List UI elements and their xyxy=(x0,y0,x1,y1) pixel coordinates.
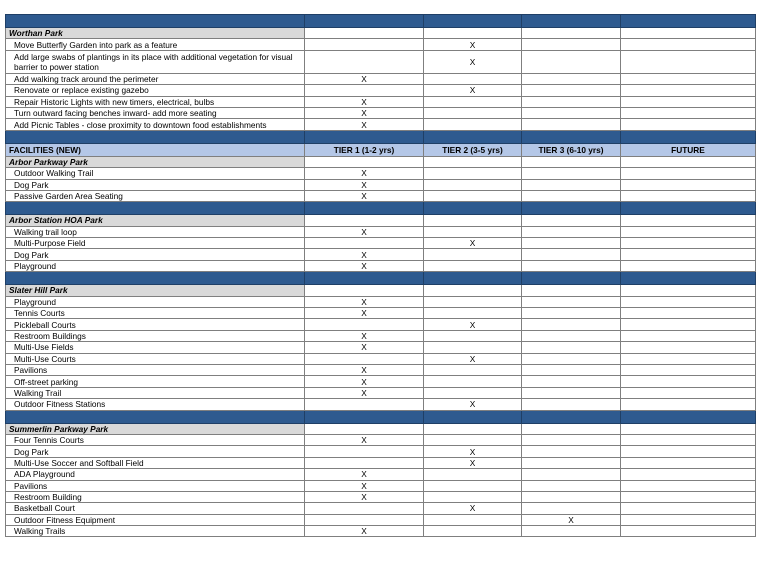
divider-cell xyxy=(6,15,305,28)
tier-column-header: TIER 2 (3-5 yrs) xyxy=(424,143,522,156)
park-heading-row xyxy=(6,28,756,39)
tier-mark xyxy=(522,238,621,249)
facility-label: Add large swabs of plantings in its place with additional vegetation for visual barrier to power station xyxy=(6,50,305,73)
tier-mark xyxy=(522,353,621,364)
tier-mark xyxy=(621,96,756,107)
tier-column-header: FUTURE xyxy=(621,143,756,156)
divider-cell xyxy=(621,410,756,423)
tier-mark xyxy=(522,503,621,514)
facility-row xyxy=(6,308,756,319)
tier-mark xyxy=(522,399,621,410)
facility-row xyxy=(6,238,756,249)
tier-mark xyxy=(621,434,756,445)
empty-cell xyxy=(522,156,621,167)
divider-cell xyxy=(6,202,305,215)
park-heading-row xyxy=(6,215,756,226)
tier-mark xyxy=(522,376,621,387)
facility-row xyxy=(6,399,756,410)
tier-mark xyxy=(522,319,621,330)
facility-label: Multi-Use Soccer and Softball Field xyxy=(6,457,305,468)
facility-row xyxy=(6,457,756,468)
facility-label: Dog Park xyxy=(6,179,305,190)
park-name: Arbor Parkway Park xyxy=(6,156,305,167)
tier-mark xyxy=(522,469,621,480)
divider-cell xyxy=(522,410,621,423)
tier-mark xyxy=(621,249,756,260)
tier-mark: X xyxy=(424,457,522,468)
tier-mark xyxy=(424,342,522,353)
tier-mark: X xyxy=(522,514,621,525)
tier-mark: X xyxy=(424,503,522,514)
tier-mark xyxy=(522,457,621,468)
tier-mark xyxy=(424,168,522,179)
tier-mark: X xyxy=(305,364,424,375)
tier-mark xyxy=(522,249,621,260)
facility-label: Multi-Use Courts xyxy=(6,353,305,364)
tier-mark: X xyxy=(305,73,424,84)
facility-row xyxy=(6,50,756,73)
tier-mark xyxy=(305,319,424,330)
tier-mark xyxy=(621,319,756,330)
empty-cell xyxy=(305,285,424,296)
section-divider-row xyxy=(6,410,756,423)
tier-mark xyxy=(424,514,522,525)
facility-row xyxy=(6,342,756,353)
divider-cell xyxy=(621,15,756,28)
tier-mark xyxy=(621,446,756,457)
tier-mark xyxy=(621,238,756,249)
tier-mark xyxy=(522,296,621,307)
tier-mark xyxy=(621,480,756,491)
section-divider-row xyxy=(6,130,756,143)
tier-mark xyxy=(424,330,522,341)
tier-mark xyxy=(522,364,621,375)
facility-row xyxy=(6,168,756,179)
facilities-header: FACILITIES (NEW) xyxy=(6,143,305,156)
tier-mark xyxy=(621,514,756,525)
tier-mark xyxy=(621,119,756,130)
tier-mark xyxy=(424,296,522,307)
park-name: Summerlin Parkway Park xyxy=(6,423,305,434)
facility-row xyxy=(6,260,756,271)
tier-mark xyxy=(305,85,424,96)
tier-column-header: TIER 1 (1-2 yrs) xyxy=(305,143,424,156)
facility-label: Playground xyxy=(6,260,305,271)
facility-label: Multi-Purpose Field xyxy=(6,238,305,249)
tier-mark xyxy=(522,50,621,73)
tier-mark: X xyxy=(305,179,424,190)
tier-mark xyxy=(424,107,522,118)
empty-cell xyxy=(621,156,756,167)
facility-label: Restroom Building xyxy=(6,491,305,502)
tier-mark: X xyxy=(305,190,424,201)
tier-mark xyxy=(522,179,621,190)
facility-row xyxy=(6,119,756,130)
facility-label: Passive Garden Area Seating xyxy=(6,190,305,201)
empty-cell xyxy=(621,215,756,226)
facility-row xyxy=(6,249,756,260)
tier-mark: X xyxy=(424,353,522,364)
tier-mark: X xyxy=(305,469,424,480)
tier-mark: X xyxy=(305,107,424,118)
facility-label: Outdoor Fitness Equipment xyxy=(6,514,305,525)
facility-row xyxy=(6,376,756,387)
divider-cell xyxy=(6,130,305,143)
divider-cell xyxy=(621,272,756,285)
tier-mark xyxy=(522,491,621,502)
facility-label: Walking trail loop xyxy=(6,226,305,237)
facility-label: Basketball Court xyxy=(6,503,305,514)
tier-mark xyxy=(621,469,756,480)
divider-cell xyxy=(305,272,424,285)
facility-row xyxy=(6,434,756,445)
facility-label: Tennis Courts xyxy=(6,308,305,319)
facility-row xyxy=(6,85,756,96)
tier-mark xyxy=(621,526,756,537)
tier-mark xyxy=(522,308,621,319)
tier-mark xyxy=(621,73,756,84)
empty-cell xyxy=(305,215,424,226)
facility-row xyxy=(6,179,756,190)
tier-mark: X xyxy=(305,480,424,491)
tier-mark xyxy=(522,387,621,398)
facility-row xyxy=(6,330,756,341)
tier-mark xyxy=(522,73,621,84)
empty-cell xyxy=(522,215,621,226)
facility-label: Move Butterfly Garden into park as a feature xyxy=(6,39,305,50)
facility-label: Four Tennis Courts xyxy=(6,434,305,445)
park-heading-row xyxy=(6,423,756,434)
tier-mark xyxy=(621,190,756,201)
facility-row xyxy=(6,190,756,201)
tier-mark xyxy=(424,73,522,84)
facility-row xyxy=(6,526,756,537)
facility-row xyxy=(6,319,756,330)
facility-label: Add Picnic Tables - close proximity to downtown food establishments xyxy=(6,119,305,130)
tier-mark xyxy=(424,491,522,502)
tier-mark: X xyxy=(424,39,522,50)
facility-label: Restroom Buildings xyxy=(6,330,305,341)
tier-mark xyxy=(621,296,756,307)
facility-label: Turn outward facing benches inward- add more seating xyxy=(6,107,305,118)
divider-cell xyxy=(621,130,756,143)
divider-cell xyxy=(424,410,522,423)
tier-mark: X xyxy=(424,399,522,410)
tier-mark: X xyxy=(305,226,424,237)
tier-mark xyxy=(424,249,522,260)
tier-mark xyxy=(305,50,424,73)
tier-mark xyxy=(522,85,621,96)
spreadsheet-table xyxy=(5,14,756,537)
facility-label: Pavilions xyxy=(6,364,305,375)
tier-mark: X xyxy=(305,296,424,307)
tier-mark xyxy=(621,308,756,319)
facility-label: Off-street parking xyxy=(6,376,305,387)
tier-mark: X xyxy=(305,119,424,130)
empty-cell xyxy=(424,215,522,226)
divider-cell xyxy=(6,272,305,285)
facility-label: Walking Trails xyxy=(6,526,305,537)
divider-cell xyxy=(522,15,621,28)
tier-mark xyxy=(621,179,756,190)
tier-mark xyxy=(621,330,756,341)
empty-cell xyxy=(424,423,522,434)
column-header-row xyxy=(6,143,756,156)
tier-mark xyxy=(621,168,756,179)
tier-mark: X xyxy=(424,50,522,73)
tier-mark xyxy=(424,226,522,237)
tier-mark xyxy=(522,107,621,118)
tier-mark xyxy=(621,491,756,502)
divider-cell xyxy=(424,15,522,28)
empty-cell xyxy=(522,28,621,39)
tier-mark xyxy=(305,457,424,468)
tier-mark: X xyxy=(305,342,424,353)
tier-mark xyxy=(424,119,522,130)
tier-mark: X xyxy=(305,249,424,260)
tier-mark: X xyxy=(305,96,424,107)
tier-mark xyxy=(424,190,522,201)
section-divider-row xyxy=(6,202,756,215)
tier-mark xyxy=(621,376,756,387)
divider-cell xyxy=(305,15,424,28)
tier-mark xyxy=(424,308,522,319)
tier-mark xyxy=(621,107,756,118)
tier-mark xyxy=(305,399,424,410)
tier-mark xyxy=(522,526,621,537)
park-heading-row xyxy=(6,156,756,167)
empty-cell xyxy=(424,28,522,39)
tier-mark xyxy=(522,330,621,341)
tier-mark xyxy=(621,260,756,271)
empty-cell xyxy=(305,423,424,434)
facility-label: Outdoor Fitness Stations xyxy=(6,399,305,410)
tier-mark xyxy=(305,503,424,514)
park-heading-row xyxy=(6,285,756,296)
facility-label: Repair Historic Lights with new timers, electrical, bulbs xyxy=(6,96,305,107)
section-divider-row xyxy=(6,272,756,285)
tier-mark xyxy=(522,168,621,179)
spreadsheet-body xyxy=(6,15,756,537)
divider-cell xyxy=(522,202,621,215)
divider-cell xyxy=(6,410,305,423)
tier-mark xyxy=(621,50,756,73)
tier-mark: X xyxy=(305,434,424,445)
empty-cell xyxy=(522,285,621,296)
tier-mark xyxy=(621,387,756,398)
empty-cell xyxy=(424,156,522,167)
facility-row xyxy=(6,73,756,84)
empty-cell xyxy=(621,28,756,39)
tier-mark xyxy=(522,446,621,457)
facility-label: Outdoor Walking Trail xyxy=(6,168,305,179)
divider-cell xyxy=(522,130,621,143)
tier-mark xyxy=(522,119,621,130)
tier-mark: X xyxy=(305,387,424,398)
tier-mark xyxy=(305,446,424,457)
facility-label: Dog Park xyxy=(6,446,305,457)
tier-mark xyxy=(621,364,756,375)
tier-mark xyxy=(522,190,621,201)
tier-mark xyxy=(305,514,424,525)
divider-cell xyxy=(522,272,621,285)
facility-row xyxy=(6,514,756,525)
facility-row xyxy=(6,503,756,514)
tier-mark xyxy=(522,342,621,353)
tier-mark xyxy=(621,85,756,96)
tier-mark xyxy=(522,39,621,50)
tier-mark xyxy=(522,260,621,271)
park-name: Arbor Station HOA Park xyxy=(6,215,305,226)
facility-row xyxy=(6,446,756,457)
tier-mark: X xyxy=(305,526,424,537)
facility-row xyxy=(6,364,756,375)
divider-cell xyxy=(424,272,522,285)
tier-mark xyxy=(305,353,424,364)
tier-mark xyxy=(621,457,756,468)
facility-row xyxy=(6,296,756,307)
facility-label: Pavilions xyxy=(6,480,305,491)
tier-mark xyxy=(621,226,756,237)
tier-mark xyxy=(305,39,424,50)
facility-label: Walking Trail xyxy=(6,387,305,398)
tier-mark xyxy=(424,434,522,445)
facility-row xyxy=(6,387,756,398)
tier-mark xyxy=(424,376,522,387)
tier-mark xyxy=(424,179,522,190)
empty-cell xyxy=(522,423,621,434)
tier-mark: X xyxy=(424,238,522,249)
facility-label: Playground xyxy=(6,296,305,307)
tier-mark xyxy=(621,503,756,514)
divider-cell xyxy=(621,202,756,215)
tier-mark xyxy=(424,364,522,375)
facility-label: Multi-Use Fields xyxy=(6,342,305,353)
tier-mark xyxy=(621,399,756,410)
tier-mark: X xyxy=(424,319,522,330)
tier-mark xyxy=(522,96,621,107)
tier-mark: X xyxy=(424,446,522,457)
divider-cell xyxy=(305,202,424,215)
tier-mark xyxy=(424,387,522,398)
divider-cell xyxy=(424,130,522,143)
tier-mark xyxy=(522,480,621,491)
empty-cell xyxy=(305,28,424,39)
facility-label: Renovate or replace existing gazebo xyxy=(6,85,305,96)
facility-row xyxy=(6,353,756,364)
tier-mark xyxy=(424,260,522,271)
tier-mark xyxy=(621,353,756,364)
empty-cell xyxy=(424,285,522,296)
tier-mark: X xyxy=(305,168,424,179)
facility-row xyxy=(6,491,756,502)
facility-row xyxy=(6,469,756,480)
divider-cell xyxy=(424,202,522,215)
tier-mark xyxy=(424,469,522,480)
facility-row xyxy=(6,107,756,118)
tier-mark: X xyxy=(305,260,424,271)
facility-label: Pickleball Courts xyxy=(6,319,305,330)
facility-row xyxy=(6,39,756,50)
divider-cell xyxy=(305,130,424,143)
tier-mark xyxy=(522,434,621,445)
tier-mark: X xyxy=(305,491,424,502)
tier-mark xyxy=(424,480,522,491)
tier-mark xyxy=(621,342,756,353)
tier-mark xyxy=(522,226,621,237)
facility-label: ADA Playground xyxy=(6,469,305,480)
park-name: Worthan Park xyxy=(6,28,305,39)
tier-mark xyxy=(424,96,522,107)
facility-label: Dog Park xyxy=(6,249,305,260)
tier-mark: X xyxy=(305,308,424,319)
park-name: Slater Hill Park xyxy=(6,285,305,296)
tier-mark xyxy=(305,238,424,249)
tier-mark: X xyxy=(424,85,522,96)
empty-cell xyxy=(621,285,756,296)
section-divider-row xyxy=(6,15,756,28)
tier-mark xyxy=(424,526,522,537)
facility-row xyxy=(6,96,756,107)
facility-row xyxy=(6,480,756,491)
tier-mark: X xyxy=(305,376,424,387)
tier-column-header: TIER 3 (6-10 yrs) xyxy=(522,143,621,156)
tier-mark xyxy=(621,39,756,50)
empty-cell xyxy=(621,423,756,434)
facility-row xyxy=(6,226,756,237)
facility-label: Add walking track around the perimeter xyxy=(6,73,305,84)
divider-cell xyxy=(305,410,424,423)
tier-mark: X xyxy=(305,330,424,341)
empty-cell xyxy=(305,156,424,167)
